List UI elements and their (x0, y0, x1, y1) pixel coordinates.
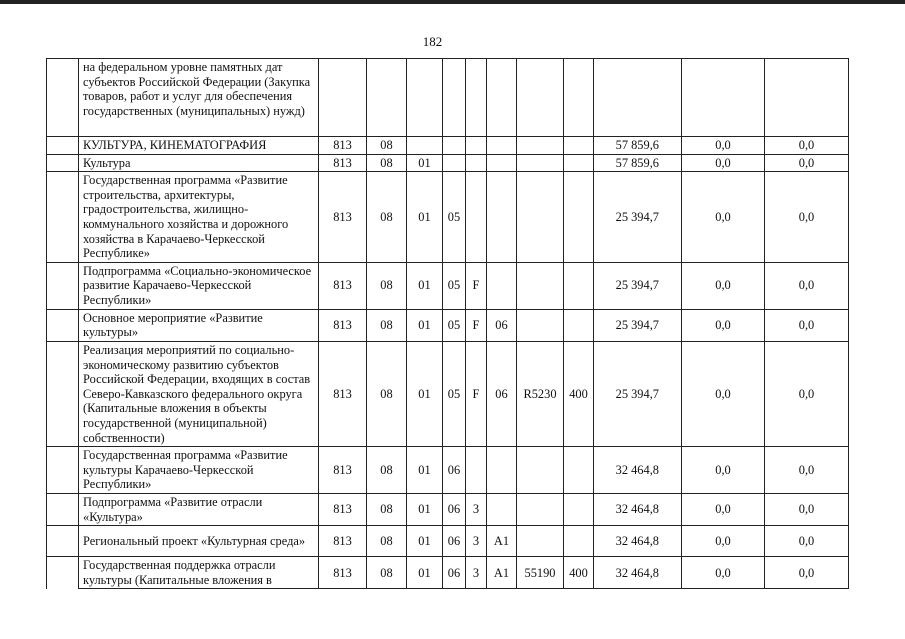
event-code: A1 (487, 557, 517, 589)
vr-code (564, 137, 594, 155)
blank-cell (47, 137, 79, 155)
gr-code: 813 (319, 557, 367, 589)
blank-cell (47, 59, 79, 137)
program-code (443, 59, 466, 137)
event-code (487, 154, 517, 172)
amount: 32 464,8 (594, 526, 682, 557)
amount-year3: 0,0 (765, 309, 849, 341)
direction-code: 55190 (517, 557, 564, 589)
rz-code: 08 (367, 154, 407, 172)
event-code (487, 172, 517, 263)
direction-code (517, 494, 564, 526)
program-code: 05 (443, 172, 466, 263)
rz-code: 08 (367, 494, 407, 526)
vr-code (564, 154, 594, 172)
amount-year3: 0,0 (765, 526, 849, 557)
amount-year2: 0,0 (682, 154, 765, 172)
gr-code: 813 (319, 494, 367, 526)
pr-code: 01 (407, 447, 443, 494)
subprogram-code (466, 137, 487, 155)
event-code: 06 (487, 309, 517, 341)
rz-code (367, 59, 407, 137)
gr-code: 813 (319, 154, 367, 172)
direction-code (517, 59, 564, 137)
budget-table (46, 58, 849, 589)
blank-cell (47, 341, 79, 446)
table-row (47, 494, 849, 526)
amount-year2: 0,0 (682, 309, 765, 341)
amount-year3: 0,0 (765, 137, 849, 155)
amount-year2: 0,0 (682, 494, 765, 526)
amount: 57 859,6 (594, 154, 682, 172)
pr-code: 01 (407, 154, 443, 172)
gr-code: 813 (319, 341, 367, 446)
amount-year2: 0,0 (682, 557, 765, 589)
direction-code (517, 526, 564, 557)
event-code (487, 137, 517, 155)
amount-year3: 0,0 (765, 262, 849, 309)
amount-year2: 0,0 (682, 526, 765, 557)
subprogram-code: 3 (466, 494, 487, 526)
amount: 25 394,7 (594, 172, 682, 263)
blank-cell (47, 309, 79, 341)
rz-code: 08 (367, 447, 407, 494)
event-code (487, 59, 517, 137)
table-row (47, 447, 849, 494)
amount: 25 394,7 (594, 341, 682, 446)
event-code (487, 494, 517, 526)
table-row (47, 341, 849, 446)
row-name: Региональный проект «Культурная среда» (79, 526, 319, 557)
event-code: A1 (487, 526, 517, 557)
row-name: Подпрограмма «Развитие отрасли «Культура» (79, 494, 319, 526)
amount-year3: 0,0 (765, 341, 849, 446)
gr-code: 813 (319, 447, 367, 494)
direction-code (517, 447, 564, 494)
table-row (47, 526, 849, 557)
vr-code (564, 526, 594, 557)
pr-code: 01 (407, 309, 443, 341)
program-code: 06 (443, 447, 466, 494)
program-code: 06 (443, 494, 466, 526)
vr-code: 400 (564, 341, 594, 446)
direction-code (517, 309, 564, 341)
page-number: 182 (422, 34, 443, 49)
row-name: на федеральном уровне памятных дат субъектов Российской Федерации (Закупка товаров, работ и услуг для обеспечения государственных (муниципальных) нужд) (79, 59, 319, 137)
row-name: Основное мероприятие «Развитие культуры» (79, 309, 319, 341)
row-name: Культура (79, 154, 319, 172)
table-row (47, 172, 849, 263)
table-row (47, 59, 849, 137)
subprogram-code: F (466, 309, 487, 341)
table-row (47, 309, 849, 341)
subprogram-code (466, 172, 487, 263)
pr-code: 01 (407, 172, 443, 263)
table-row (47, 137, 849, 155)
pr-code: 01 (407, 494, 443, 526)
blank-cell (47, 526, 79, 557)
rz-code: 08 (367, 172, 407, 263)
gr-code: 813 (319, 526, 367, 557)
row-name: Государственная программа «Развитие строительства, архитектуры, градостроительства, жилищно-коммунального хозяйства и дорожного хозяйства в Карачаево-Черкесской Республике» (79, 172, 319, 263)
table-row (47, 154, 849, 172)
blank-cell (47, 447, 79, 494)
direction-code: R5230 (517, 341, 564, 446)
program-code: 05 (443, 262, 466, 309)
event-code (487, 262, 517, 309)
vr-code (564, 309, 594, 341)
gr-code: 813 (319, 172, 367, 263)
program-code (443, 137, 466, 155)
blank-cell (47, 262, 79, 309)
subprogram-code: F (466, 341, 487, 446)
gr-code (319, 59, 367, 137)
rz-code: 08 (367, 137, 407, 155)
pr-code: 01 (407, 262, 443, 309)
amount: 25 394,7 (594, 262, 682, 309)
program-code: 05 (443, 341, 466, 446)
amount: 25 394,7 (594, 309, 682, 341)
subprogram-code: 3 (466, 557, 487, 589)
amount: 32 464,8 (594, 557, 682, 589)
amount-year2 (682, 59, 765, 137)
direction-code (517, 137, 564, 155)
blank-cell (47, 172, 79, 263)
pr-code: 01 (407, 526, 443, 557)
direction-code (517, 154, 564, 172)
subprogram-code (466, 154, 487, 172)
amount-year2: 0,0 (682, 172, 765, 263)
pr-code (407, 137, 443, 155)
amount (594, 59, 682, 137)
table-row (47, 557, 849, 589)
pr-code (407, 59, 443, 137)
vr-code (564, 494, 594, 526)
program-code: 06 (443, 526, 466, 557)
vr-code: 400 (564, 557, 594, 589)
subprogram-code (466, 59, 487, 137)
amount-year3: 0,0 (765, 557, 849, 589)
pr-code: 01 (407, 557, 443, 589)
blank-cell (47, 494, 79, 526)
gr-code: 813 (319, 262, 367, 309)
subprogram-code: 3 (466, 526, 487, 557)
vr-code (564, 172, 594, 263)
program-code (443, 154, 466, 172)
subprogram-code (466, 447, 487, 494)
direction-code (517, 262, 564, 309)
amount-year3: 0,0 (765, 447, 849, 494)
row-name: Государственная программа «Развитие культуры Карачаево-Черкесской Республики» (79, 447, 319, 494)
row-name: Подпрограмма «Социально-экономическое развитие Карачаево-Черкесской Республики» (79, 262, 319, 309)
row-name: Реализация мероприятий по социально-экономическому развитию субъектов Российской Федерации, входящих в состав Северо-Кавказского федерального округа (Капитальные вложения в объекты государственной (муниципальной) собственности) (79, 341, 319, 446)
blank-cell (47, 154, 79, 172)
amount-year3: 0,0 (765, 494, 849, 526)
pr-code: 01 (407, 341, 443, 446)
amount: 32 464,8 (594, 447, 682, 494)
amount-year2: 0,0 (682, 341, 765, 446)
gr-code: 813 (319, 137, 367, 155)
amount-year2: 0,0 (682, 137, 765, 155)
vr-code (564, 262, 594, 309)
amount-year2: 0,0 (682, 262, 765, 309)
row-name: Государственная поддержка отрасли культуры (Капитальные вложения в (79, 557, 319, 589)
amount: 57 859,6 (594, 137, 682, 155)
amount-year3: 0,0 (765, 154, 849, 172)
rz-code: 08 (367, 557, 407, 589)
program-code: 05 (443, 309, 466, 341)
direction-code (517, 172, 564, 263)
table-row (47, 262, 849, 309)
amount: 32 464,8 (594, 494, 682, 526)
amount-year2: 0,0 (682, 447, 765, 494)
rz-code: 08 (367, 341, 407, 446)
event-code: 06 (487, 341, 517, 446)
row-name: КУЛЬТУРА, КИНЕМАТОГРАФИЯ (79, 137, 319, 155)
amount-year3: 0,0 (765, 172, 849, 263)
rz-code: 08 (367, 262, 407, 309)
vr-code (564, 59, 594, 137)
vr-code (564, 447, 594, 494)
top-border-line (0, 0, 905, 4)
blank-cell (47, 557, 79, 589)
amount-year3 (765, 59, 849, 137)
subprogram-code: F (466, 262, 487, 309)
event-code (487, 447, 517, 494)
rz-code: 08 (367, 309, 407, 341)
gr-code: 813 (319, 309, 367, 341)
program-code: 06 (443, 557, 466, 589)
rz-code: 08 (367, 526, 407, 557)
